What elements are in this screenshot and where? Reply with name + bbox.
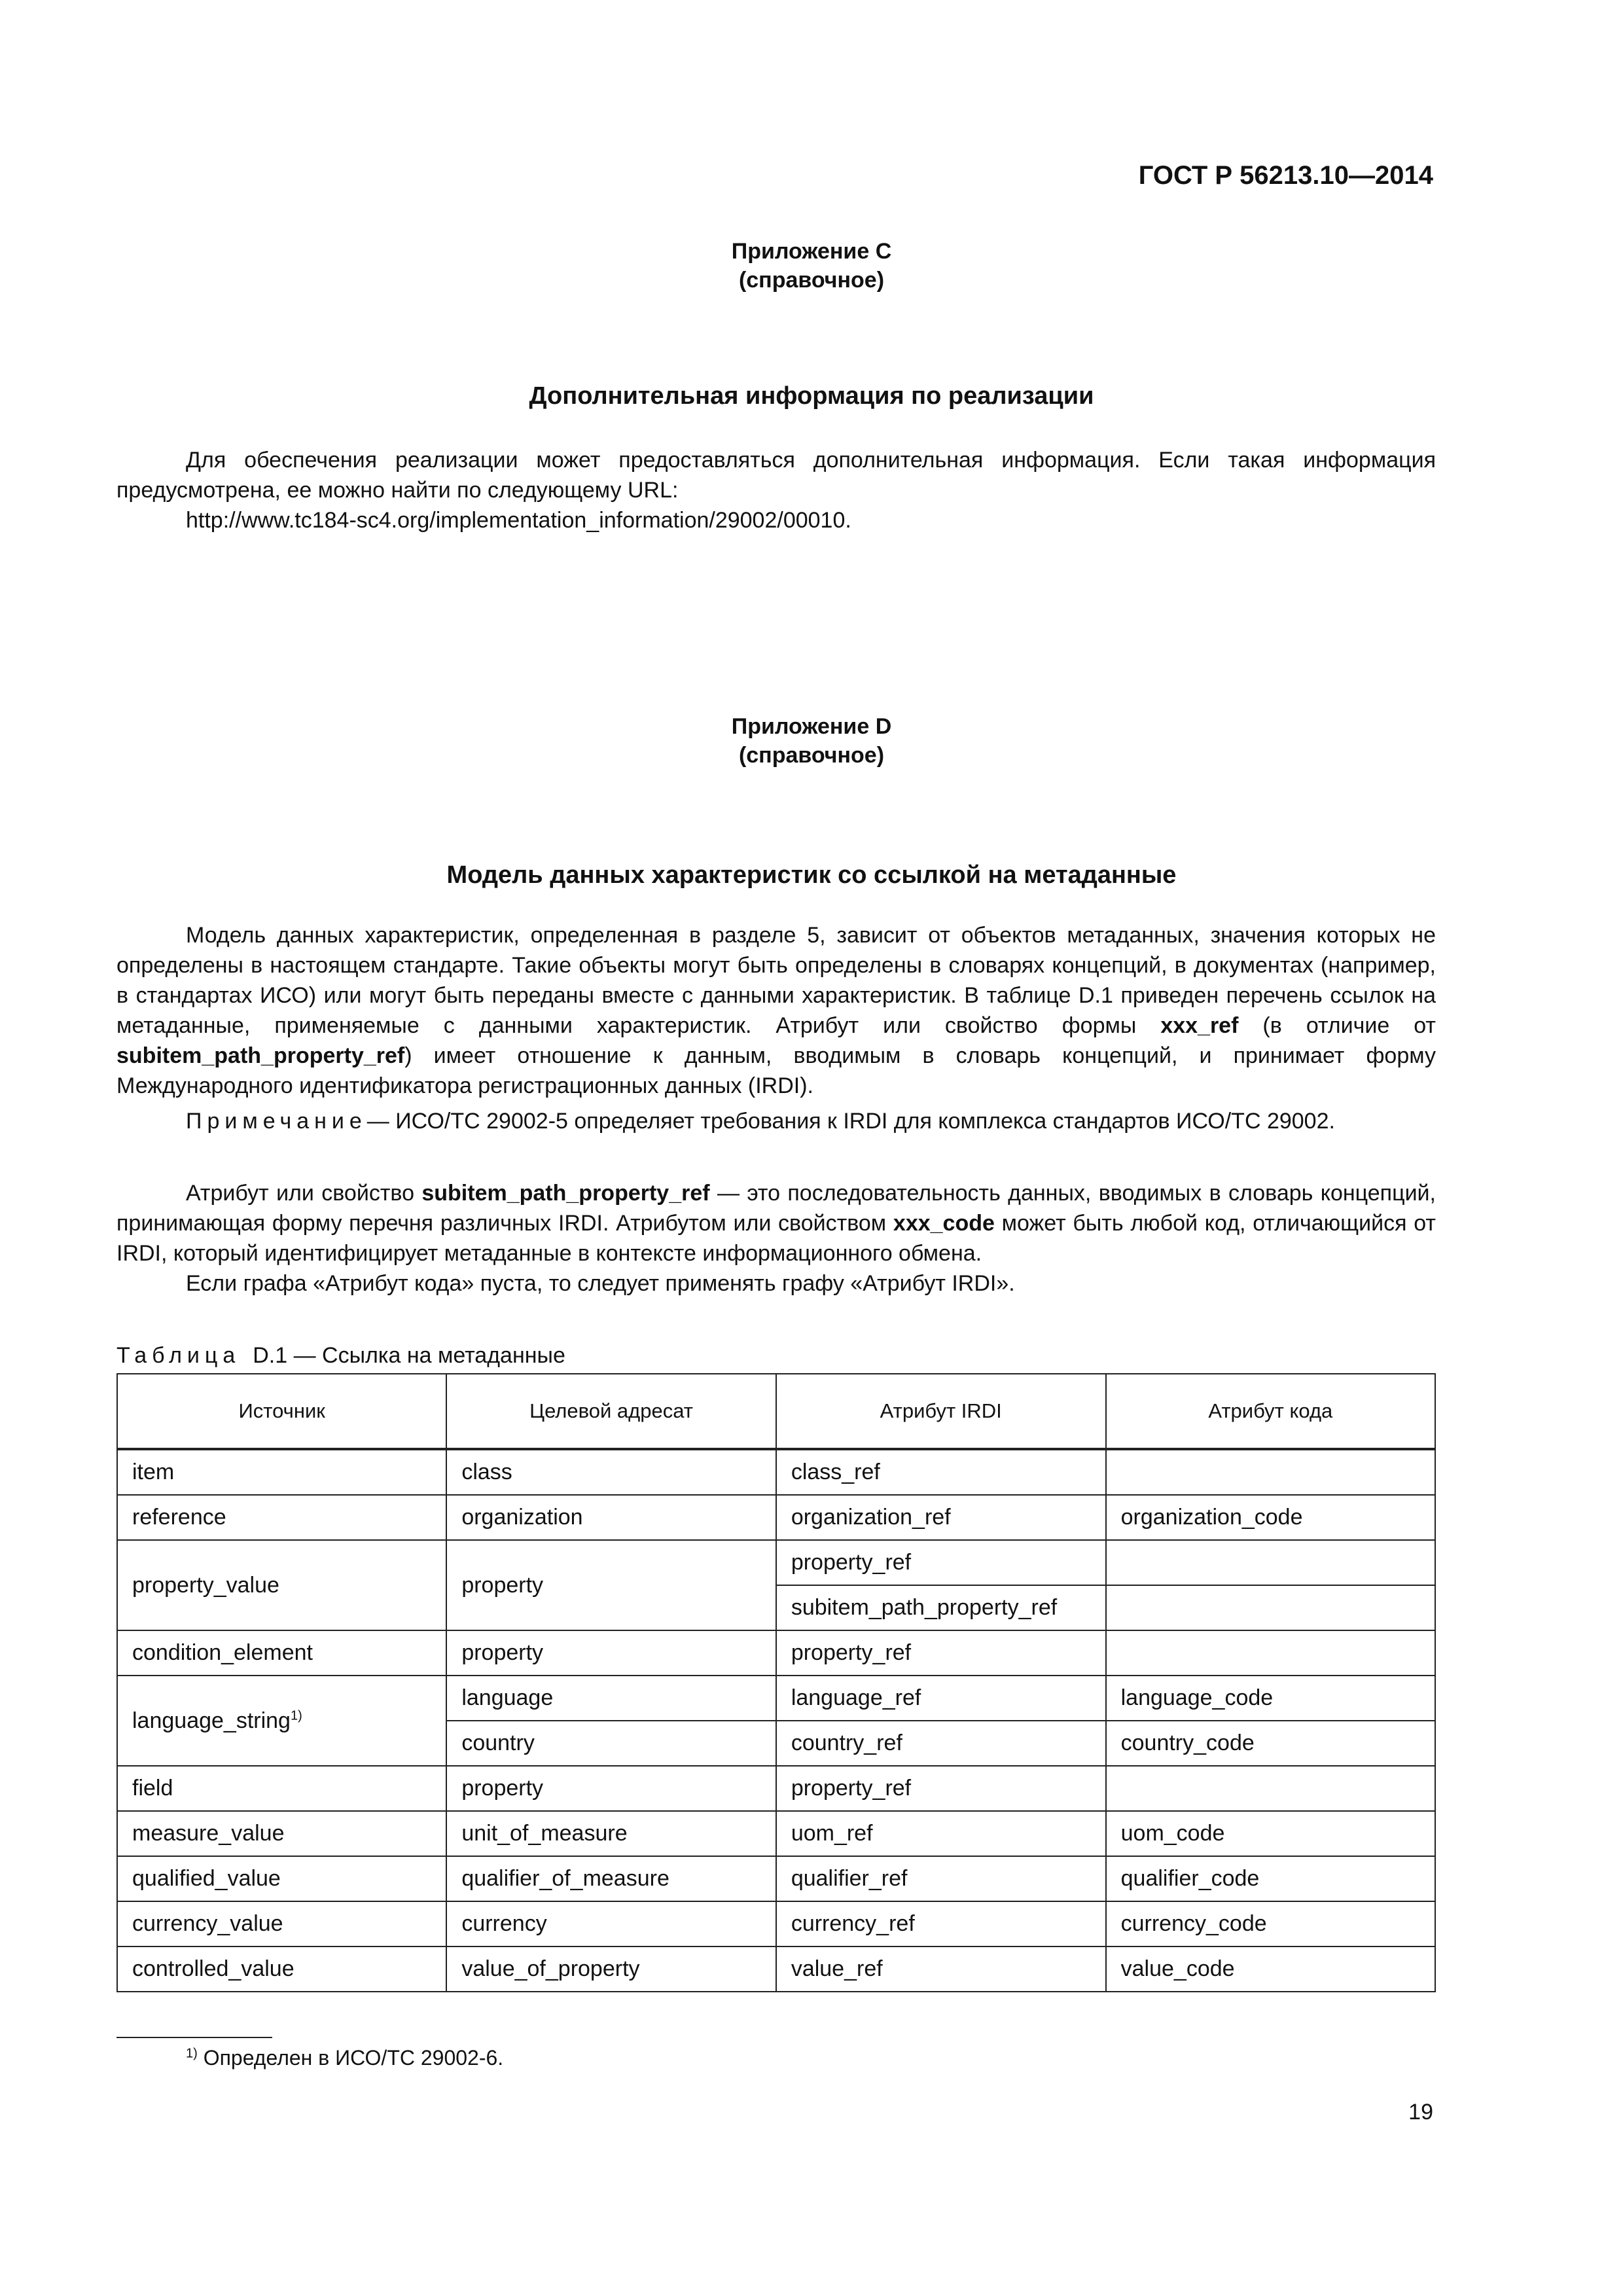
- table-cell: qualified_value: [117, 1856, 446, 1901]
- appendix-d-title: Приложение D: [731, 714, 892, 739]
- table-row: [117, 1946, 1435, 1992]
- table-cell: language: [446, 1676, 776, 1721]
- table-cell: [1106, 1630, 1435, 1676]
- table-cell: value_code: [1106, 1946, 1435, 1992]
- table-cell: currency_value: [117, 1901, 446, 1946]
- table-cell: currency_code: [1106, 1901, 1435, 1946]
- appendix-c-kind: (справочное): [738, 268, 885, 293]
- table-cell: controlled_value: [117, 1946, 446, 1992]
- header-target: Целевой адресат: [446, 1374, 776, 1449]
- table-cell: [1106, 1585, 1435, 1630]
- table-cell: organization_code: [1106, 1495, 1435, 1540]
- table-cell: language_ref: [776, 1676, 1106, 1721]
- table-row: [117, 1540, 1435, 1585]
- footnote-ref: 1): [290, 1708, 302, 1723]
- table-cell: country: [446, 1721, 776, 1766]
- table-cell: item: [117, 1449, 446, 1495]
- appendix-c-title: Приложение C: [731, 239, 892, 264]
- p1-text-a: Модель данных характеристик, определенная в разделе 5, зависит от объектов метаданных, значения которых не определены в настоящем стандарте. Такие объекты могут быть определены в словарях концепций, в документах (например, в стандартах ИСО) или могут быть переданы вместе с данными характеристик. В таблице D.1 приведен перечень ссылок на метаданные, применяемые с данными характеристик. Атрибут или свойство формы: [116, 923, 1436, 1038]
- table-row: [117, 1449, 1435, 1495]
- appendix-d-heading: Модель данных характеристик со ссылкой на метаданные: [446, 861, 1177, 889]
- table-cell: [1106, 1766, 1435, 1811]
- table-cell: [117, 1676, 446, 1766]
- table-cell: value_ref: [776, 1946, 1106, 1992]
- implementation-url: http://www.tc184-sc4.org/implementation_information/29002/00010.: [186, 508, 851, 533]
- table-cell: class: [446, 1449, 776, 1495]
- table-cell: property_value: [117, 1540, 446, 1630]
- table-row: [117, 1901, 1435, 1946]
- subitem-path-term: subitem_path_property_ref: [116, 1043, 405, 1068]
- table-row: [117, 1630, 1435, 1676]
- appendix-c-text: [116, 445, 1436, 535]
- table-cell: uom_code: [1106, 1811, 1435, 1856]
- note: [116, 1106, 1436, 1136]
- note-text: — ИСО/ТС 29002-5 определяет требования к IRDI для комплекса стандартов ИСО/ТС 29002.: [366, 1109, 1335, 1134]
- note-label: Примечание: [186, 1109, 367, 1134]
- page-number: 19: [1408, 2100, 1433, 2125]
- table-caption: [116, 1343, 565, 1369]
- appendix-d-paragraph-1: [116, 920, 1436, 1101]
- table-row: [117, 1811, 1435, 1856]
- table-cell: value_of_property: [446, 1946, 776, 1992]
- xxx-ref-term: xxx_ref: [1160, 1013, 1239, 1038]
- table-caption-label: Таблица: [116, 1343, 241, 1368]
- table-cell: organization_ref: [776, 1495, 1106, 1540]
- table-cell: currency: [446, 1901, 776, 1946]
- table-cell: unit_of_measure: [446, 1811, 776, 1856]
- table-cell: qualifier_code: [1106, 1856, 1435, 1901]
- p2-text-e: может быть любой код, отличающийся от IRDI, который идентифицирует метаданные в контексте информационного обмена.: [116, 1211, 1436, 1266]
- table-cell: country_ref: [776, 1721, 1106, 1766]
- header-code-attribute: Атрибут кода: [1106, 1374, 1435, 1449]
- table-cell: country_code: [1106, 1721, 1435, 1766]
- table-cell: measure_value: [117, 1811, 446, 1856]
- standard-code: ГОСТ Р 56213.10—2014: [1138, 161, 1433, 190]
- header-source: Источник: [117, 1374, 446, 1449]
- language-string-label: language_string: [132, 1708, 291, 1733]
- footnote: [186, 2046, 503, 2070]
- table-row: [117, 1495, 1435, 1540]
- table-cell: property_ref: [776, 1630, 1106, 1676]
- table-cell: reference: [117, 1495, 446, 1540]
- header-irdi-attribute: Атрибут IRDI: [776, 1374, 1106, 1449]
- p2-text-c: — это последовательность данных, вводимых в словарь концепций, принимающая форму перечня различных IRDI. Атрибутом или свойством: [116, 1181, 1436, 1236]
- p1-text-e: ) имеет отношение к данным, вводимым в словарь концепций, и принимает форму Международного идентификатора регистрационных данных (IRDI).: [116, 1043, 1436, 1098]
- appendix-c-paragraph: Для обеспечения реализации может предоставляться дополнительная информация. Если такая информация предусмотрена, ее можно найти по следующему URL:: [116, 448, 1436, 503]
- p2-text-a: Атрибут или свойство: [186, 1181, 422, 1206]
- table-caption-text: D.1 — Ссылка на метаданные: [253, 1343, 565, 1368]
- footnote-divider: [116, 2037, 272, 2038]
- table-cell: property: [446, 1766, 776, 1811]
- table-cell: subitem_path_property_ref: [776, 1585, 1106, 1630]
- footnote-mark: 1): [186, 2046, 198, 2061]
- appendix-d-paragraph-3: Если графа «Атрибут кода» пуста, то следует применять графу «Атрибут IRDI».: [186, 1271, 1015, 1296]
- table-cell: language_code: [1106, 1676, 1435, 1721]
- table-cell: [1106, 1449, 1435, 1495]
- table-row: [117, 1676, 1435, 1721]
- table-cell: field: [117, 1766, 446, 1811]
- metadata-reference-table: [116, 1373, 1436, 1992]
- table-cell: property_ref: [776, 1540, 1106, 1585]
- table-cell: uom_ref: [776, 1811, 1106, 1856]
- table-cell: property_ref: [776, 1766, 1106, 1811]
- table-row: [117, 1766, 1435, 1811]
- appendix-d-kind: (справочное): [738, 743, 885, 768]
- table-cell: qualifier_of_measure: [446, 1856, 776, 1901]
- table-cell: condition_element: [117, 1630, 446, 1676]
- appendix-c-heading: Дополнительная информация по реализации: [529, 382, 1094, 410]
- subitem-path-term-2: subitem_path_property_ref: [421, 1181, 710, 1206]
- table-cell: property: [446, 1630, 776, 1676]
- table-cell: [1106, 1540, 1435, 1585]
- table-cell: qualifier_ref: [776, 1856, 1106, 1901]
- table-cell: organization: [446, 1495, 776, 1540]
- footnote-text: Определен в ИСО/ТС 29002-6.: [203, 2046, 504, 2070]
- table-header-row: [117, 1374, 1435, 1449]
- appendix-d-paragraph-2: [116, 1178, 1436, 1299]
- p1-text-c: (в отличие от: [1238, 1013, 1436, 1038]
- table-cell: class_ref: [776, 1449, 1106, 1495]
- xxx-code-term: xxx_code: [893, 1211, 995, 1236]
- table-cell: currency_ref: [776, 1901, 1106, 1946]
- table-row: [117, 1856, 1435, 1901]
- table-cell: property: [446, 1540, 776, 1630]
